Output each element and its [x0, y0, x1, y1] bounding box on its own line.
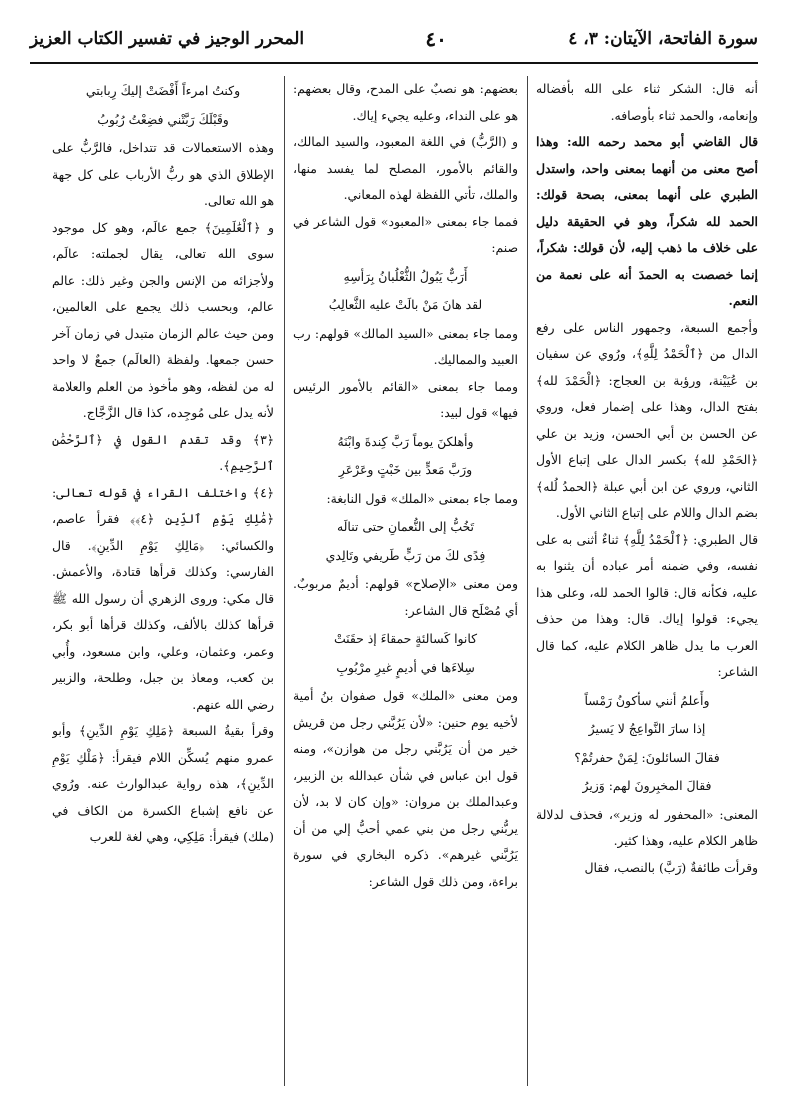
verse-line: فِدًى لكَ من رَبٍّ طَريفي وتَالِدي [325, 547, 486, 563]
paragraph: ﴿٣﴾ وقد تقدم القول في ﴿ٱلرَّحْمَٰنِ ٱلرَّحِيمِ﴾. [52, 431, 274, 473]
verse-line: وقَبْلَكَ رَبَّتْني فضِعْتُ رُبُوبُ [97, 111, 229, 127]
verse-line: وكنتُ امرءاً أَفْضَتْ إليكَ رِبابتي [85, 83, 241, 98]
verse-line: وأَعلمُ أنني سأكونُ رَمْساً [584, 692, 710, 708]
paragraph: ومما جاء بمعنى «القائم بالأمور الرئيس فيها» قول لبيد: [293, 378, 518, 420]
paragraph: فمما جاء بمعنى «المعبود» قول الشاعر في صنم: [293, 213, 518, 255]
paragraph: ومن معنى «الملك» قول صفوان بنُ أمية لأخيه يوم حنين: «لأن يَرُبَّني رجل من قريش خير من أن يَرُبَّني رجل من هوازن»، ومنه قول ابن عباس في شأن عبدالله بن الزبير، وعبدالملك بن مروان: «وإن كان لا بد، لأن يربُّني رجل من بني عمي أحبُّ إلي من أن يَرُبَّني غيرهم». ذكره البخاري في سورة براءة، ومن ذلك قول الشاعر: [293, 688, 518, 889]
verse-line: فقالَ السائلونَ: لِمَنْ حفرتُمْ؟ [574, 749, 720, 765]
page-header [30, 22, 758, 56]
paragraph: المعنى: «المحفور له وزير»، فحذف لدلالة ظاهر الكلام عليه، وهذا كثير. [536, 806, 758, 848]
column-separator [527, 76, 528, 1086]
surah-title: سورة الفاتحة، الآيتان: ٣، ٤ [568, 29, 758, 49]
paragraph: قال القاضي أبو محمد رحمه الله: وهذا أصح معنى من أنهما بمعنى واحد، واستدل الطبري على أنهما بمعنى، بصحة قولك: الحمد لله شكراً، وهو في الحقيقة دليل على خلاف ما ذهب إليه، لأن قولك: شكراً، إنما خصصت به الحمدَ أنه على نعمة من النعم. [536, 134, 758, 308]
column-separator [284, 76, 285, 1086]
paragraph: ومما جاء بمعنى «السيد المالك» قولهم: رب العبيد والمماليك. [293, 325, 518, 367]
verse-line: أَرَبٌّ يَبُولُ الثُّعْلُبانُ بِرَأسِهِ [343, 268, 468, 284]
column-middle [293, 76, 518, 1094]
paragraph: ومن معنى «الإصلاح» قولهم: أديمٌ مربوبٌ. أي مُصْلَح قال الشاعر: [293, 576, 518, 618]
page-number: ٤٠ [425, 27, 447, 51]
paragraph: بعضهم: هو نصبٌ على المدح، وقال بعضهم: هو على النداء، وعليه يجيء إياك. [293, 81, 518, 123]
book-title: المحرر الوجيز في تفسير الكتاب العزيز [30, 29, 305, 49]
paragraph: قال الطبري: ﴿ٱلْحَمْدُ لِلَّهِ﴾ ثناءٌ أثنى به على نفسه، وفي ضمنه أمر عباده أن يثنوا به عليه، فكأنه قال: قالوا الحمد لله، وعلى هذا يجيء: قولوا إياك. قال: وهذا من حذف العرب ما يدل ظاهر الكلام عليه، كما قال الشاعر: [536, 531, 758, 679]
paragraph: ﴿٤﴾ واختلف القراء في قوله تعالى: ﴿مَٰلِكِ يَوْمِ ٱلدِّينِ ﴿٤﴾﴾ فقرأ عاصم، والكسائي: ﴿مَالِكِ يَوْمِ الدِّينِ﴾. قال الفارسي: وكذلك قرأها قتادة، والأعمش. قال مكي: وروى الزهري أن رسول الله ﷺ قرأها كذلك بالألف، وكذلك قرأها أبو بكر، وعمر، وعثمان، وعلي، وابن مسعود، وأُبي بن كعب، ومعاذ بن جبل، وطلحة، والزبير رضي الله عنهم. [52, 484, 274, 712]
verse-line: ورَبَّ مَعدٍّ بين خَبْتٍ وعَرْعَرِ [338, 462, 473, 477]
paragraph: وقرأ بقيةُ السبعة ﴿مَلِكِ يَوْمِ الدِّينِ﴾ وأبو عمرو منهم يُسكِّن اللام فيقرأ: ﴿مَلْكِ يَوْمِ الدِّينِ﴾، هذه رواية عبدالوارث عنه. ورُوي عن نافع إشباع الكسرة من الكاف في (ملك) فيقرأ: مَلِكِي، وهي لغة للعرب [52, 723, 274, 844]
verse-line: إذا سارَ النَّواعِجُ لا يَسيرُ [588, 721, 706, 736]
verse-line: كانوا كَسالئةٍ حمقاءَ إذ حقَنَتْ [333, 631, 478, 646]
paragraph: و ﴿ٱلْعَٰلَمِينَ﴾ جمع عالَم، وهو كل موجود سوى الله تعالى، يقال لجملته: عالَم، ولأجزائه من الإنس والجن وغير ذلك: عالم عالم، وبحسب ذلك يجمع على العالمين، ومن حيث عالم الزمان متبدل في زمان آخر حسن جمعها. ولفظة (العالَم) جمعٌ لا واحد له من لفظه، وهو مأخوذ من العلم والعلامة لأنه يدل على مُوجِده، كذا قال الزَّجَّاج. [52, 219, 274, 420]
verse-line: لقد هانَ مَنْ بالَتْ عليه الثَّعالِبُ [328, 297, 483, 312]
paragraph: وقرأت طائفةٌ (رَبَّ) بالنصب، فقال [584, 859, 758, 875]
paragraph: وأجمع السبعة، وجمهور الناس على رفع الدال من ﴿ٱلْحَمْدُ لِلَّهِ﴾، ورُوي عن سفيان بن عُيَيْنة، ورؤبة بن العجاج: ﴿الْحَمْدَ لله﴾ بفتح الدال، وهذا على إضمار فعل، وروي عن الحسن بن أبي الحسن، وزيد بن علي ﴿الحَمْدِ لله﴾ بكسر الدال على إتباع الأول الثاني، وروي عن ابن أبي عبلة ﴿الحمدُ لُله﴾ بضم الدال واللام على إتباع الثاني الأول. [536, 319, 758, 520]
column-left [52, 76, 274, 1094]
verse-line: سِلاءَها في أديمٍ غيرِ مرْبُوبِ [336, 659, 475, 675]
verse-line: تَخُبُّ إلى النُّعمانِ حتى تنالَه [337, 519, 474, 534]
verse-line: وأهلكنَ يوماً رَبَّ كِندةَ وابْنَهُ [337, 433, 474, 449]
verse-line: فقالَ المخبِرونَ لهم: وَزيرُ [582, 778, 712, 793]
paragraph: وهذه الاستعمالات قد تتداخل، فالرَّبُّ على الإطلاق الذي هو ربُّ الأرباب على كل جهة هو الله تعالى. [52, 140, 274, 208]
header-rule [30, 62, 758, 64]
paragraph: ومما جاء بمعنى «الملك» قول النابغة: [326, 490, 518, 506]
column-right [536, 76, 758, 1094]
paragraph: أنه قال: الشكر ثناء على الله بأفضاله وإنعامه، والحمد ثناء بأوصافه. [536, 81, 758, 123]
paragraph: و (الرَّبُّ) في اللغة المعبود، والسيد المالك، والقائم بالأمور، المصلح لما يفسد منها، والملك، تأتي اللفظة لهذه المعاني. [293, 134, 518, 202]
